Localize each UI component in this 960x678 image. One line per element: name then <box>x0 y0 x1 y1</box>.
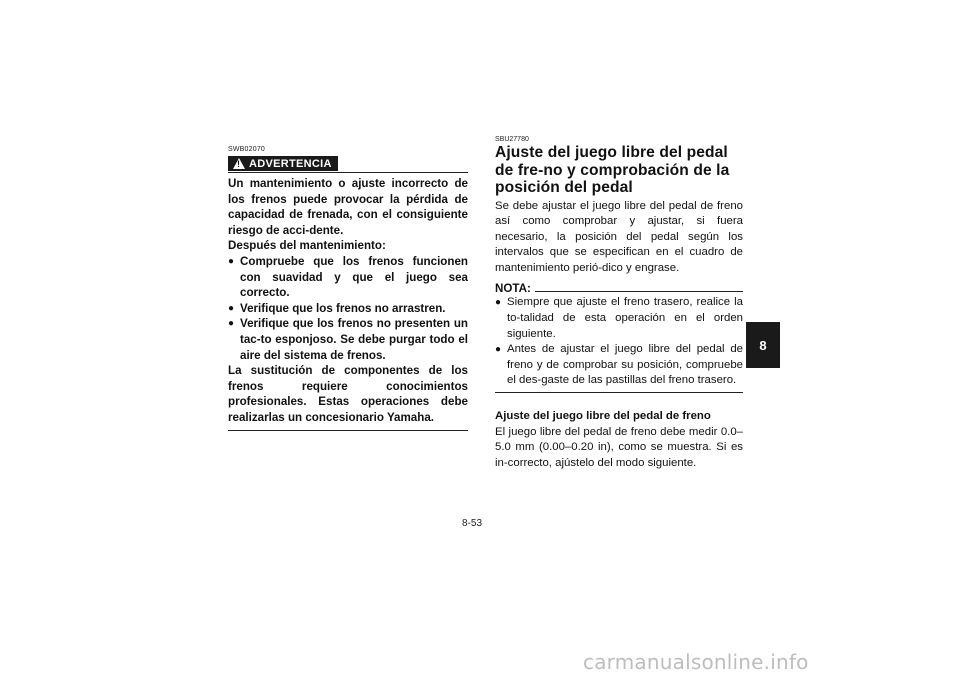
warning-label: ADVERTENCIA <box>249 157 332 170</box>
intro-paragraph: Se debe ajustar el juego libre del pedal de freno así como comprobar y ajustar, si fuera necesario, la posición del pedal según los intervalos que se especifican en el cuadro de mantenimiento perió-dico y engrase. <box>495 199 743 274</box>
list-item: ● Verifique que los frenos no arrastren. <box>228 301 468 317</box>
list-item: ● Verifique que los frenos no presenten un tac-to esponjoso. Se debe purgar todo el aire del sistema de frenos. <box>228 316 468 363</box>
nota-list <box>495 295 743 389</box>
subheading: Ajuste del juego libre del pedal de freno <box>495 410 711 423</box>
nota-end-divider <box>495 392 743 393</box>
warning-badge <box>228 156 338 171</box>
list-item: ● Antes de ajustar el juego libre del pedal de freno y de comprobar su posición, compruebe el des-gaste de las pastillas del freno trasero. <box>495 342 743 389</box>
adjustment-column <box>495 136 743 471</box>
closing-text: La sustitución de componentes de los frenos requiere conocimientos profesionales. Estas operaciones debe realizarlas un concesionario Yamaha. <box>228 364 468 424</box>
page-number: 8-53 <box>462 518 483 529</box>
warning-header <box>228 155 468 173</box>
nota-header <box>495 282 743 295</box>
chapter-tab: 8 <box>746 322 780 368</box>
section-title: Ajuste del juego libre del pedal de fre-no y comprobación de la posición del pedal <box>495 144 730 196</box>
warning-code: SWB02070 <box>228 146 266 153</box>
warning-triangle-icon: ! <box>233 158 245 169</box>
warning-column <box>228 146 468 431</box>
warning-text: Un mantenimiento o ajuste incorrecto de los frenos puede provocar la pérdida de capacidad de frenada, con el consiguiente riesgo de acci-dente. <box>228 177 468 237</box>
subheading-text: El juego libre del pedal de freno debe medir 0.0–5.0 mm (0.00–0.20 in), como se muestra. Si es in-correcto, ajústelo del modo siguiente. <box>495 425 743 469</box>
watermark: carmanualsonline.info <box>583 650 809 674</box>
nota-label: NOTA: <box>495 282 531 296</box>
warning-end-divider <box>228 430 468 431</box>
nota-divider <box>535 283 743 292</box>
list-item: ● Compruebe que los frenos funcionen con suavidad y que el juego sea correcto. <box>228 254 468 301</box>
section-code: SBU27780 <box>495 136 529 143</box>
after-maintenance-heading: Después del mantenimiento: <box>228 239 386 253</box>
warning-bullet-list <box>228 254 468 363</box>
list-item: ● Siempre que ajuste el freno trasero, realice la to-talidad de esta operación en el orden siguiente. <box>495 295 743 342</box>
